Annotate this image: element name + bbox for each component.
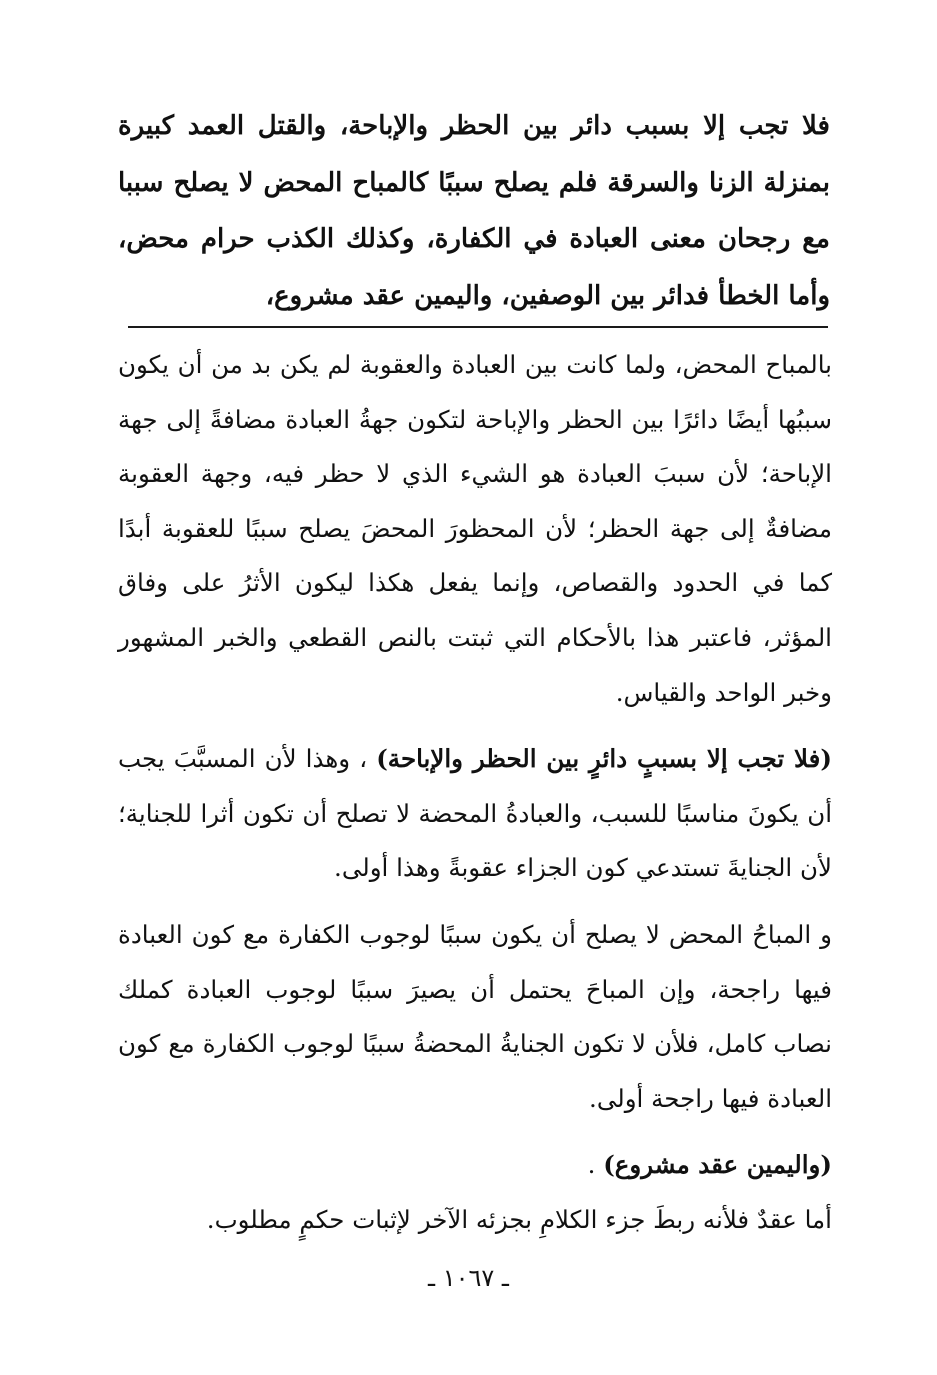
quoted-main-text: (فلا تجب إلا بسببٍ دائرٍ بين الحظر والإباحة) [376,744,832,774]
main-text-block [118,98,830,324]
main-text: فلا تجب إلا بسبب دائر بين الحظر والإباحة، والقتل العمد كبيرة بمنزلة الزنا والسرقة فلم يصلح سببًا كالمباح المحض لا يصلح سببا مع رجحان معنى العبادة في الكفارة، وكذلك الكذب حرام محض، وأما الخطأ فدائر بين الوصفين، واليمين عقد مشروع، [118,111,830,311]
section-divider [128,326,828,328]
commentary-text: . [587,1150,596,1180]
commentary-paragraph-4 [118,1138,832,1193]
commentary-paragraph-3: و المباحُ المحض لا يصلح أن يكون سببًا لوجوب الكفارة مع كون العبادة فيها راجحة، وإن المباحَ يحتمل أن يصيرَ سببًا لوجوب العبادة كملك نصاب كامل، فلأن لا تكون الجنايةُ المحضةُ سببًا لوجوب الكفارة مع كون العبادة فيها راجحة أولى. [118,919,832,1113]
page-number: ـ ١٠٦٧ ـ [428,1264,509,1292]
commentary-text: ، وهذا لأن المسبَّبَ يجب أن يكونَ مناسبًا للسبب، والعبادةُ المحضة لا تصلح أن تكون أثرا للجناية؛ لأن الجنايةَ تستدعي كون الجزاء عقوبةً وهذا أولى. [118,744,832,883]
commentary-block [118,338,832,1248]
commentary-paragraph-1: بالمباح المحض، ولما كانت بين العبادة والعقوبة لم يكن بد من أن يكون سببُها أيضًا دائرًا بين الحظر والإباحة لتكون جهةُ العبادة مضافةً إلى جهة الإباحة؛ لأن سببَ العبادة هو الشيء الذي لا حظر فيه، وجهة العقوبة مضافةٌ إلى جهة الحظر؛ لأن المحظورَ المحضَ يصلح سببًا للعقوبة أبدًا كما في الحدود والقصاص، وإنما يفعل هكذا ليكون الأثرُ على وفاق المؤثر، فاعتبر هذا بالأحكام التي ثبتت بالنص القطعي والخبر المشهور وخبر الواحد والقياس. [118,350,832,707]
commentary-paragraph-5: أما عقدٌ فلأنه ربطَ جزء الكلامِ بجزئه الآخر لإثبات حكمٍ مطلوب. [206,1204,832,1234]
quoted-main-text: (واليمين عقد مشروع) [603,1150,832,1180]
commentary-paragraph-2 [118,732,832,896]
